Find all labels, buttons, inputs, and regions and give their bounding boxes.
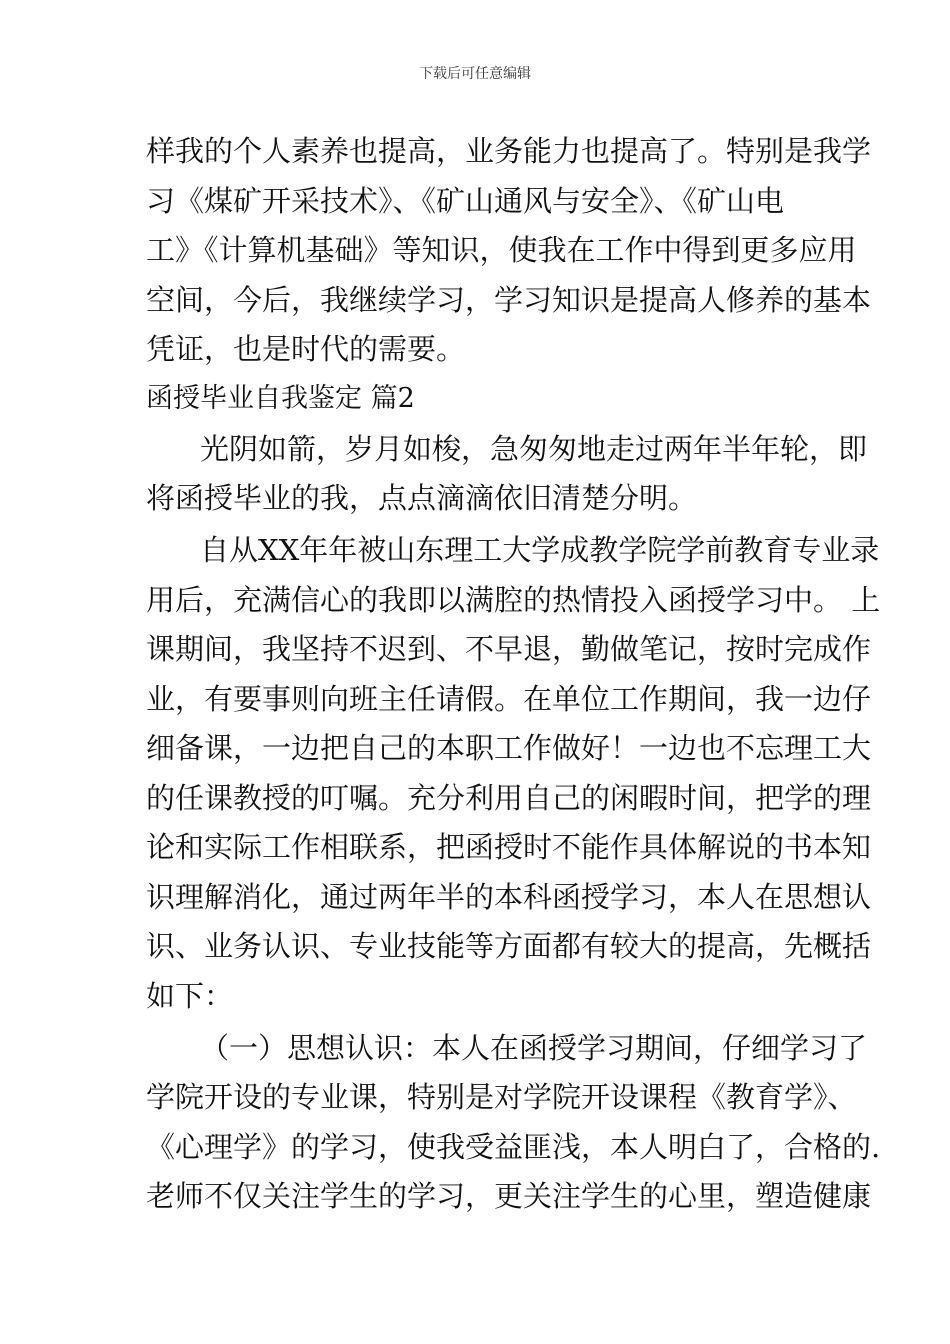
body-line: 习《煤矿开采技术》、《矿山通风与安全》、《矿山电	[146, 184, 785, 218]
body-line: 《心理学》的学习，使我受益匪浅，本人明白了，合格的.	[146, 1130, 881, 1164]
body-line: 空间，今后，我继续学习，学习知识是提高人修养的基本	[146, 283, 872, 317]
body-line: 老师不仅关注学生的学习，更关注学生的心里，塑造健康	[146, 1179, 872, 1213]
body-line: 识理解消化，通过两年半的本科函授学习，本人在思想认	[146, 880, 872, 914]
body-line: 课期间，我坚持不迟到、不早退，勤做笔记，按时完成作	[146, 632, 872, 666]
body-line: 凭证，也是时代的需要。	[146, 332, 466, 366]
paragraph-first-line: （一）思想认识：本人在函授学习期间，仔细学习了	[200, 1031, 868, 1065]
body-line: 的任课教授的叮嘱。充分利用自己的闲暇时间，把学的理	[146, 781, 872, 815]
body-line: 样我的个人素养也提高，业务能力也提高了。特别是我学	[146, 134, 872, 168]
body-line: 用后，充满信心的我即以满腔的热情投入函授学习中。 上	[146, 583, 881, 617]
section-heading: 函授毕业自我鉴定 篇2	[146, 383, 415, 414]
paragraph-first-line: 光阴如箭，岁月如梭，急匆匆地走过两年半年轮，即	[200, 432, 868, 466]
body-line: 识、业务认识、专业技能等方面都有较大的提高，先概括	[146, 929, 872, 963]
body-line: 工》《计算机基础》等知识，使我在工作中得到更多应用	[146, 233, 857, 267]
body-line: 将函授毕业的我，点点滴滴依旧清楚分明。	[146, 481, 698, 515]
body-line: 细备课，一边把自己的本职工作做好！一边也不忘理工大	[146, 731, 872, 765]
page-header: 下载后可任意编辑	[419, 66, 531, 82]
body-line: 学院开设的专业课，特别是对学院开设课程《教育学》、	[146, 1080, 857, 1114]
body-line: 业，有要事则向班主任请假。在单位工作期间，我一边仔	[146, 682, 872, 716]
paragraph-first-line: 自从XX年年被山东理工大学成教学院学前教育专业录	[200, 533, 880, 567]
body-line: 论和实际工作相联系，把函授时不能作具体解说的书本知	[146, 830, 872, 864]
body-line: 如下：	[146, 979, 234, 1013]
